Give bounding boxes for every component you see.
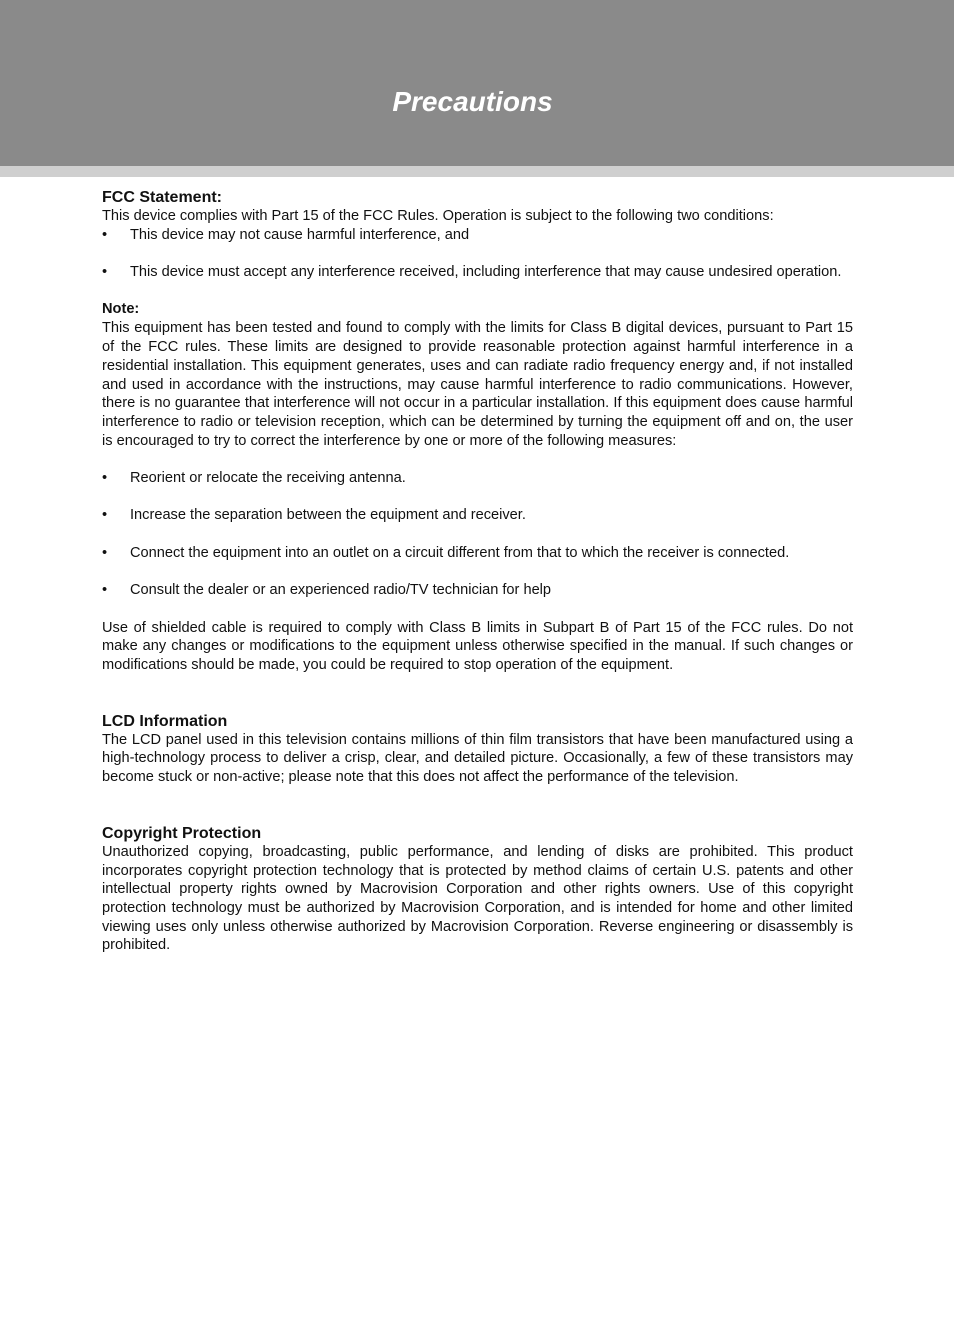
copyright-body: Unauthorized copying, broadcasting, public performance, and lending of disks are prohibited. This product incorporates copyright protection technology that is protected by method claims of certain U.S. patents and other intellectual property rights owned by Macrovision Corporation and other rights owners. Use of this copyright protection technology must be authorized by Macrovision Corporation, and is intended for home and other limited viewing uses only unless otherwise authorized by Macrovision Corporation. Reverse engineering or disassembly is prohibited.: [102, 843, 853, 954]
note-section: [102, 300, 853, 674]
header-band: [0, 0, 954, 166]
shielded-cable-paragraph: Use of shielded cable is required to comply with Class B limits in Subpart B of Part 15 of the FCC rules. Do not make any changes or modifications to the equipment unless otherwise specified in the manual. If such changes or modifications should be made, you could be required to stop operation of the equipment.: [102, 619, 853, 674]
measure-item: [102, 506, 853, 525]
measure-item: [102, 581, 853, 600]
fcc-condition-text: This device must accept any interference received, including interference that may cause undesired operation.: [130, 264, 842, 281]
bullet-icon: •: [102, 582, 108, 599]
lcd-body: The LCD panel used in this television contains millions of thin film transistors that have been manufactured using a high-technology process to deliver a crisp, clear, and detailed picture. Occasionally, a few of these transistors may become stuck or non-active; please note that this does not affect the performance of the television.: [102, 731, 853, 786]
measure-item: [102, 544, 853, 563]
bullet-icon: •: [102, 544, 108, 561]
fcc-section: [102, 188, 853, 282]
bullet-icon: •: [102, 507, 108, 524]
measure-item: [102, 469, 853, 488]
bullet-icon: •: [102, 264, 108, 281]
lcd-heading: LCD Information: [102, 712, 228, 730]
document-body: [102, 188, 853, 955]
copyright-section: [102, 824, 853, 955]
measure-text: Increase the separation between the equipment and receiver.: [130, 507, 526, 524]
measure-text: Consult the dealer or an experienced radio/TV technician for help: [130, 582, 552, 599]
bullet-icon: •: [102, 470, 108, 487]
note-body: This equipment has been tested and found to comply with the limits for Class B digital devices, pursuant to Part 15 of the FCC rules. These limits are designed to provide reasonable protection against harmful interference in a residential installation. This equipment generates, uses and can radiate radio frequency energy and, if not installed and used in accordance with the instructions, may cause harmful interference to radio communications. However, there is no guarantee that interference will not occur in a particular installation. If this equipment does cause harmful interference to radio or television reception, which can be determined by turning the equipment off and on, the user is encouraged to try to correct the interference by one or more of the following measures:: [102, 320, 853, 449]
fcc-intro: This device complies with Part 15 of the FCC Rules. Operation is subject to the following two conditions:: [102, 208, 774, 224]
fcc-condition-text: This device may not cause harmful interference, and: [130, 226, 470, 243]
lcd-section: [102, 712, 853, 787]
measure-text: Reorient or relocate the receiving antenna.: [130, 470, 406, 487]
copyright-heading: Copyright Protection: [102, 824, 262, 842]
fcc-condition-item: [102, 226, 853, 245]
fcc-heading: FCC Statement:: [102, 189, 223, 206]
page-title: Precautions: [392, 86, 553, 117]
fcc-condition-item: [102, 263, 853, 282]
bullet-icon: •: [102, 226, 108, 243]
header-stripe: [0, 166, 954, 177]
note-heading: Note:: [102, 301, 140, 318]
measure-text: Connect the equipment into an outlet on a circuit different from that to which the receiver is connected.: [130, 544, 790, 561]
